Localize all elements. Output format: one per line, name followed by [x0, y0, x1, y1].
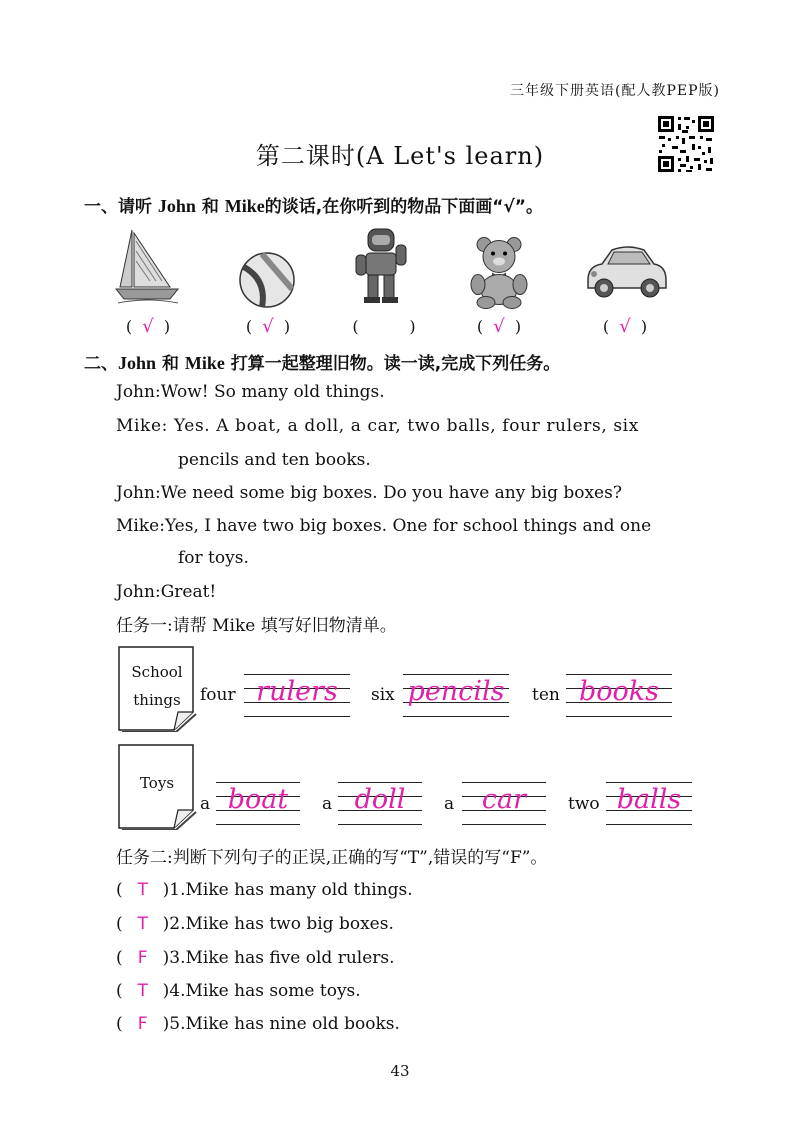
- writing-line[interactable]: [606, 782, 692, 824]
- tf-item[interactable]: ( T )2.Mike has two big boxes.: [116, 914, 394, 934]
- line-text: Wow! So many old things.: [160, 382, 385, 402]
- dialogue-line: [116, 416, 639, 436]
- item-text: Mike has five old rulers.: [185, 948, 395, 968]
- heading-text: 打算一起整理旧物。读一读,完成下列任务。: [230, 354, 561, 374]
- ball-icon: [232, 240, 302, 320]
- heading-text: 一、请听: [84, 197, 152, 217]
- heading-text: 的谈话,在你听到的物品下面画“√”。: [264, 197, 543, 217]
- task1-label: 任务一:请帮 Mike 填写好旧物清单。: [116, 616, 397, 636]
- handwritten-answer: rulers: [256, 676, 338, 707]
- item-number: 2.: [169, 914, 186, 934]
- writing-line[interactable]: [566, 674, 672, 716]
- answer-mark: √: [619, 316, 631, 337]
- book-header: 三年级下册英语(配人教PEP版): [510, 83, 720, 99]
- handwritten-answer: books: [578, 676, 659, 707]
- toy-car-icon: [580, 242, 670, 302]
- tf-item[interactable]: ( F )3.Mike has five old rulers.: [116, 948, 395, 968]
- tf-answer: T: [137, 880, 148, 900]
- robot-icon: [348, 225, 418, 305]
- speaker: John:: [116, 483, 161, 503]
- answer-paren[interactable]: ( √ ): [125, 316, 171, 337]
- writing-line[interactable]: [403, 674, 509, 716]
- teddy-bear-icon: [464, 232, 534, 312]
- box-label-line: School: [131, 663, 183, 681]
- dialogue-line: [116, 582, 216, 602]
- line-text: Yes, I have two big boxes. One for school things and one: [164, 516, 652, 536]
- heading-text: 和: [201, 197, 219, 217]
- item-text: Mike has nine old books.: [185, 1014, 400, 1034]
- section2-heading: [84, 349, 560, 374]
- school-things-label: [120, 658, 194, 714]
- tf-answer: F: [137, 1014, 148, 1034]
- tf-item[interactable]: ( T )1.Mike has many old things.: [116, 880, 413, 900]
- line-text: Yes. A boat, a doll, a car, two balls, four rulers, six: [173, 416, 639, 436]
- heading-text: 和: [161, 354, 179, 374]
- handwritten-answer: balls: [616, 784, 682, 815]
- heading-name: John: [118, 353, 157, 373]
- writing-line[interactable]: [244, 674, 350, 716]
- tf-answer: T: [137, 914, 148, 934]
- section1-heading: [84, 192, 543, 217]
- quantity-word: a: [444, 794, 455, 814]
- item-text: Mike has two big boxes.: [185, 914, 394, 934]
- quantity-word: two: [568, 794, 600, 814]
- answer-mark: √: [262, 316, 274, 337]
- speaker: John:: [116, 382, 161, 402]
- answer-paren[interactable]: ( √ ): [245, 316, 291, 337]
- dialogue-line: [178, 548, 249, 568]
- writing-line[interactable]: [462, 782, 546, 824]
- item-number: 1.: [169, 880, 186, 900]
- tf-item[interactable]: ( T )4.Mike has some toys.: [116, 981, 361, 1001]
- line-text: pencils and ten books.: [178, 450, 371, 470]
- line-text: We need some big boxes. Do you have any big boxes?: [160, 483, 622, 503]
- speaker: Mike:: [116, 416, 168, 436]
- answer-mark: √: [142, 316, 154, 337]
- item-text: Mike has some toys.: [185, 981, 361, 1001]
- line-text: for toys.: [178, 548, 249, 568]
- answer-mark: √: [493, 316, 505, 337]
- speaker: John:: [116, 582, 161, 602]
- quantity-word: six: [371, 685, 395, 705]
- item-number: 4.: [169, 981, 186, 1001]
- dialogue-line: [116, 483, 622, 503]
- handwritten-answer: car: [481, 784, 527, 815]
- task2-label: 任务二:判断下列句子的正误,正确的写“T”,错误的写“F”。: [116, 848, 548, 868]
- item-number: 5.: [169, 1014, 186, 1034]
- dialogue-line: [116, 382, 385, 402]
- dialogue-line: [178, 450, 371, 470]
- dialogue-line: [116, 516, 651, 536]
- quantity-word: a: [322, 794, 333, 814]
- heading-name: Mike: [224, 196, 265, 216]
- item-text: Mike has many old things.: [185, 880, 413, 900]
- sailboat-icon: [112, 225, 182, 305]
- handwritten-answer: boat: [227, 784, 289, 815]
- answer-paren[interactable]: ( √ ): [476, 316, 522, 337]
- line-text: Great!: [160, 582, 217, 602]
- answer-paren[interactable]: ( √ ): [602, 316, 648, 337]
- writing-line[interactable]: [216, 782, 300, 824]
- lesson-title: 第二课时(A Let's learn): [255, 142, 545, 170]
- page-number: 43: [390, 1062, 410, 1080]
- quantity-word: four: [200, 685, 236, 705]
- heading-name: Mike: [184, 353, 225, 373]
- answer-paren[interactable]: ( ): [352, 317, 416, 336]
- toys-label: Toys: [139, 774, 175, 792]
- handwritten-answer: doll: [354, 784, 406, 815]
- tf-answer: T: [137, 981, 148, 1001]
- quantity-word: a: [200, 794, 211, 814]
- quantity-word: ten: [532, 685, 560, 705]
- item-number: 3.: [169, 948, 186, 968]
- tf-item[interactable]: ( F )5.Mike has nine old books.: [116, 1014, 400, 1034]
- handwritten-answer: pencils: [407, 676, 505, 707]
- box-label-line: things: [133, 691, 181, 709]
- writing-line[interactable]: [338, 782, 422, 824]
- heading-text: 二、: [84, 354, 118, 374]
- heading-name: John: [157, 196, 196, 216]
- speaker: Mike:: [116, 516, 165, 536]
- tf-answer: F: [137, 948, 148, 968]
